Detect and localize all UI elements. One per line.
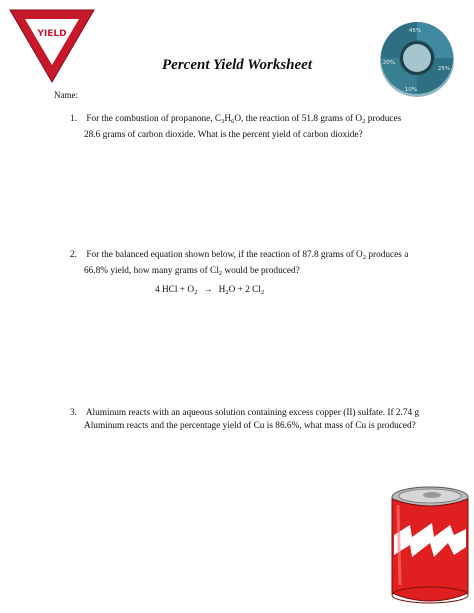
question-3 <box>70 407 422 432</box>
question-3-line-2: Aluminum reacts and the percentage yield of Cu is 86.6%, what mass of Cu is produced? <box>84 420 416 431</box>
question-2-text-a: For the balanced equation shown below, if the reaction of 87.8 grams of O <box>86 250 363 260</box>
question-2-sub-a: 2 <box>362 254 366 261</box>
donut-label-45: 45% <box>408 28 422 34</box>
question-2-line-2-sub: 2 <box>218 269 223 277</box>
name-label: Name: <box>54 90 78 100</box>
question-3-line-1: Aluminum reacts with an aqueous solution containing excess copper (II) sulfate. If 2.74 g <box>85 408 420 418</box>
question-2-line-2-a: 66.8% yield, how many grams of Cl <box>84 265 219 276</box>
equation-rhs-a: H <box>218 285 226 295</box>
question-1-text-a: For the combustion of propanone, C <box>86 114 222 124</box>
page-title: Percent Yield Worksheet <box>162 57 312 73</box>
question-2-text-b: produces a <box>366 250 409 260</box>
question-1 <box>70 113 415 141</box>
question-1-sub-c: 2 <box>362 118 366 125</box>
donut-label-25: 25% <box>437 66 451 72</box>
question-3-number: 3. <box>70 408 77 418</box>
balanced-equation <box>155 285 264 296</box>
equation-lhs: 4 HCl + O <box>155 285 195 295</box>
question-2-line-2 <box>70 265 415 281</box>
question-1-sub-b: 6 <box>231 118 235 125</box>
equation-rhs-b: O + 2 Cl <box>228 285 261 295</box>
donut-label-20: 20% <box>382 60 396 66</box>
question-2-number: 2. <box>70 250 77 260</box>
question-1-text-c: O, the reaction of 51.8 grams of O <box>234 114 363 124</box>
question-1-text-b: H <box>224 114 232 124</box>
question-1-line-2: 28.6 grams of carbon dioxide. What is the percent yield of carbon dioxide? <box>84 129 363 140</box>
question-2 <box>70 249 415 280</box>
question-1-number: 1. <box>70 114 77 124</box>
equation-lhs-sub: 2 <box>194 289 198 296</box>
equation-rhs-sub-2: 2 <box>260 289 265 296</box>
question-1-text-d: produces <box>365 114 402 124</box>
soda-can-image <box>388 485 472 607</box>
yield-sign-text: YIELD <box>37 29 67 39</box>
donut-label-10: 10% <box>404 87 418 93</box>
question-2-line-2-b: would be produced? <box>222 265 300 276</box>
equation-arrow-icon: → <box>203 285 213 295</box>
equation-rhs-sub-1: 2 <box>225 289 229 296</box>
question-1-sub-a: 3 <box>221 118 225 125</box>
